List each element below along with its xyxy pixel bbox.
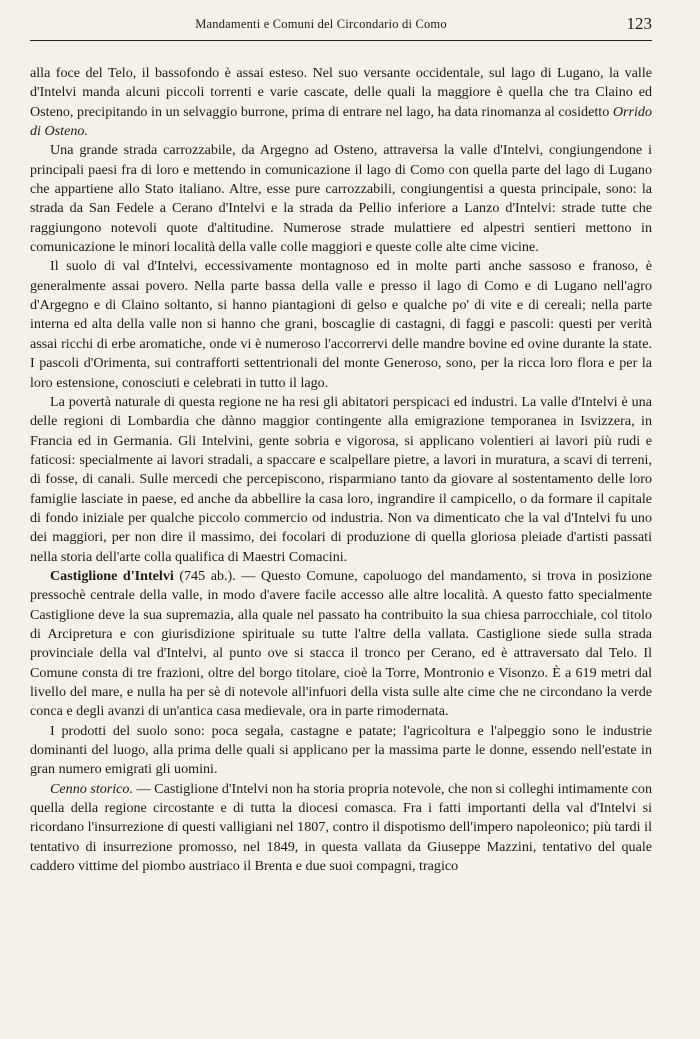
page-number: 123 — [626, 14, 652, 33]
paragraph-text: Il suolo di val d'Intelvi, eccessivamente montagnoso ed in molte parti anche sassoso e franoso, è generalmente assai povero. Nella parte bassa della valle e presso il lago di Como e di Lugano nell'agro d'Argegno e di Claino soltanto, si hanno piantagioni di gelso e qualche po' di vite e di cereali; nella parte interna ed alta della valle non si hanno che grani, boscaglie di castagni, di faggi e pascoli: questi per verità assai ricchi di erbe aromatiche, onde vi è numeroso l'accorrervi delle mandre bovine ed ovine durante la state. I pascoli d'Orimenta, sui contrafforti settentrionali del monte Generoso, sono, per la ricca loro flora e per la loro estensione, conosciuti e celebrati in tutto il lago. — [30, 258, 652, 391]
paragraph-history — [30, 780, 652, 877]
page-header — [30, 0, 652, 41]
paragraph-text: alla foce del Telo, il bassofondo è assai esteso. Nel suo versante occidentale, sul lago di Lugano, la valle d'Intelvi manda alcuni piccoli torrenti e varie cascate, delle quali la maggiore è quella che tra Claino ed Osteno, precipitando in un selvaggio burrone, prima di entrare nel lago, ha data rinomanza al cosidetto — [30, 65, 652, 120]
running-title: Mandamenti e Comuni del Circondario di Como — [195, 17, 447, 31]
paragraph-text: — Castiglione d'Intelvi non ha storia propria notevole, che non si colleghi intimamente con quella della regione circostante e di tutta la diocesi comasca. Fra i fatti importanti della val d'Intelvi si ricordano l'insurrezione di questi valligiani nel 1807, contro il dispotismo dell'impero napoleonico; più tardi il tentativo di insurrezione promosso, nel 1849, in questa vallata da Giuseppe Mazzini, tentativo del quale caddero vittime del piombo austriaco il Brenta e due suoi compagni, tragico — [30, 780, 652, 875]
paragraph-soil — [30, 257, 652, 392]
paragraph-text: I prodotti del suolo sono: poca segala, castagne e patate; l'agricoltura e l'alpeggio sono le industrie dominanti del luogo, alla prima delle quali si applicano per la massima parte le donne, essendo nell'estate in gran numero emigrati gli uomini. — [30, 722, 652, 778]
section-heading-history: Cenno storico. — [50, 780, 134, 797]
paragraph-text: (745 ab.). — Questo Comune, capoluogo del mandamento, si trova in posizione pressochè centrale della valle, in modo d'avere facile accesso alle altre località. A questo fatto specialmente Castiglione deve la sua supremazia, alla quale nel passato ha contribuito la sua chiesa parrocchiale, col titolo di Arcipretura e con giurisdizione spirituale su tutte l'altre della vallata. Castiglione siede sulla strada provinciale della val d'Intelvi, al punto ove si stacca il tronco per Cerano, ed è attraversato dal Telo. Il Comune consta di tre frazioni, oltre del borgo titolare, cioè la Torre, Montronio e Visonzo. È a 619 metri dal livello del mare, e nulla ha per sè di notevole all'infuori della vista sulle alte cime che ne circondano la verde conca e degli avanzi di un'antica casa medievale, ora in parte rimodernata. — [30, 567, 652, 720]
paragraph-text: La povertà naturale di questa regione ne ha resi gli abitatori perspicaci ed industri. La valle d'Intelvi è una delle regioni di Lombardia che dànno maggior contingente alla emigrazione temporanea in Isvizzera, in Francia ed in Germania. Gli Intelvini, gente sobria e vigorosa, si applicano volentieri ai lavori più rudi e faticosi: specialmente ai lavori stradali, a spaccare e scalpellare pietre, a lavori in muratura, a scavi di terreni, di fosse, di canali. Sulle mercedi che percepiscono, risparmiano tanto da giovare al sostentamento delle loro famiglie lasciate in paese, ed anche da abbellire la casa loro, ingrandire il campicello, o da formare il capitale di fondo iniziale per qualche piccolo commercio od industria. Non va dimenticato che la val d'Intelvi fu uno dei maggiori, per non dire il massimo, dei focolari di produzione di quella gloriosa pleiade d'artisti passati nella storia dell'arte colla qualifica di Maestri Comacini. — [30, 393, 652, 565]
paragraph-river-mouth — [30, 64, 652, 141]
paragraph-emigration — [30, 393, 652, 567]
paragraph-castiglione — [30, 567, 652, 722]
paragraph-roads — [30, 141, 652, 257]
paragraph-text: Una grande strada carrozzabile, da Argegno ad Osteno, attraversa la valle d'Intelvi, congiungendone i principali paesi fra di loro e mettendo in comunicazione il lago di Como con quella parte del lago di Lugano che appartiene allo Stato italiano. Altre, esse pure carrozzabili, congiungentisi a questa principale, sono: la strada da San Fedele a Cerano d'Intelvi e la strada da Pellio inferiore a Lanzo d'Intelvi: strade tutte che raggiungono notevoli quote d'altitudine. Numerose strade mulattiere ed alpestri sentieri mettono in comunicazione le minori località della valle colle maggiori e queste colle alte cime vicine. — [30, 142, 652, 256]
italic-place-name: Orrido di Osteno. — [30, 103, 652, 140]
paragraph-products — [30, 722, 652, 780]
page-body — [30, 64, 652, 876]
section-heading-castiglione: Castiglione d'Intelvi — [50, 567, 174, 584]
